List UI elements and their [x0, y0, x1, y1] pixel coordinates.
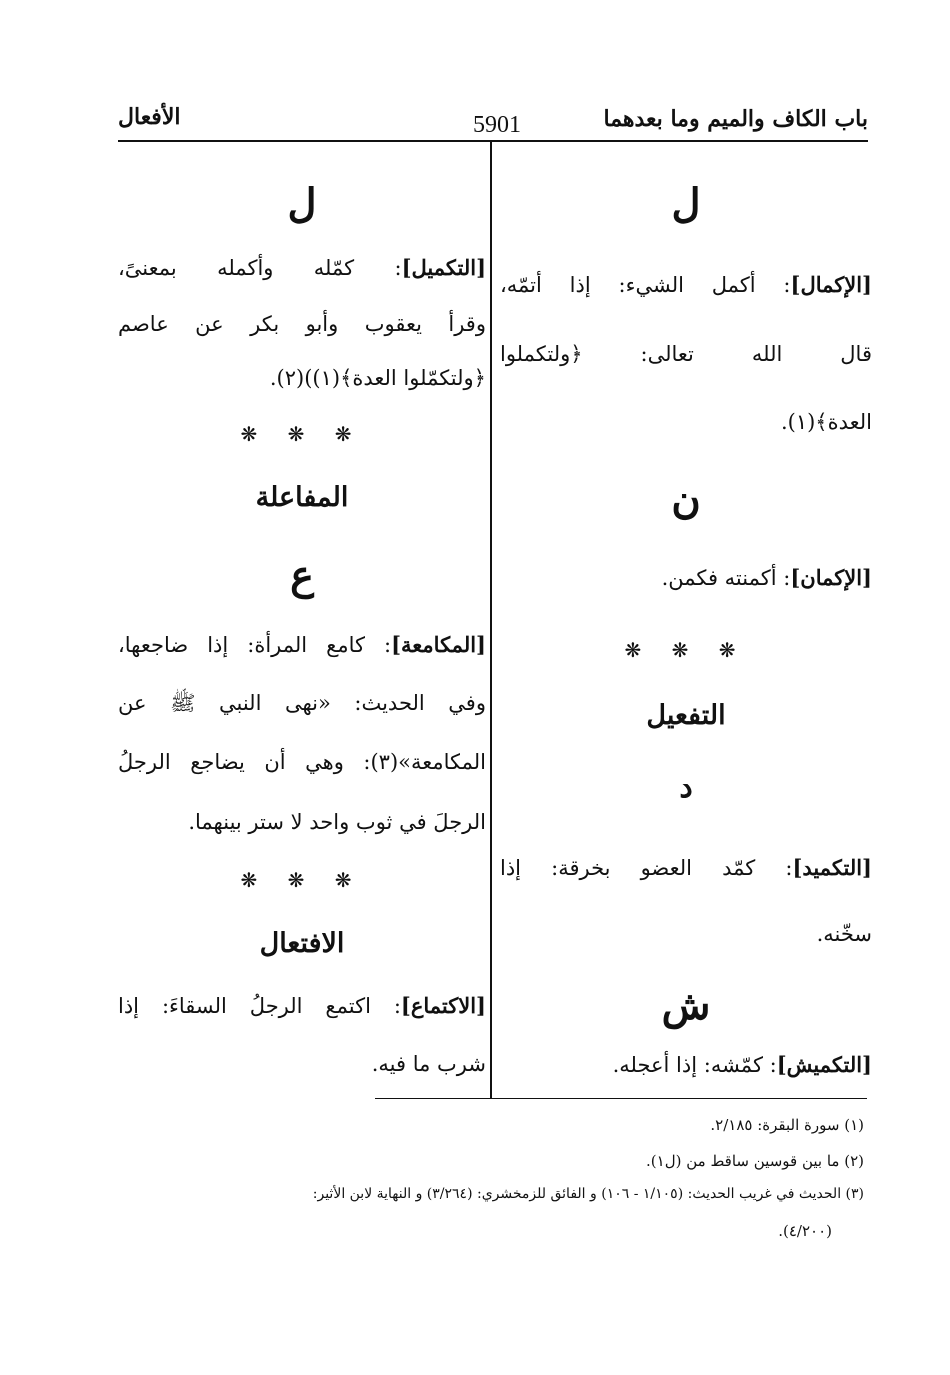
section-heading: التفعيل: [646, 700, 726, 731]
entry-text: : كامع المرأة: إذا ضاجعها،: [118, 633, 392, 657]
entry-keyword: [التكميل]: [401, 255, 486, 280]
column-divider: [490, 140, 492, 1098]
entry-keyword: [التكميد]: [792, 855, 872, 880]
entry-line: وفي الحديث: «نهى النبي ﷺ عن: [118, 691, 486, 715]
footnote-3-cont: (٤/٢٠٠).: [778, 1222, 832, 1240]
entry-keyword: [المكامعة]: [391, 632, 486, 657]
section-heading: الافتعال: [259, 928, 345, 959]
footnote-2: (٢) ما بين قوسين ساقط من (ل١).: [646, 1152, 864, 1170]
entry-line: ﴿ولتكمّلوا العدة﴾(١))(٢).: [269, 366, 486, 390]
entry-line: وقرأ يعقوب وأبو بكر عن عاصم: [118, 312, 486, 336]
entry-text: : اكتمع الرجلُ السقاءَ: إذا: [118, 994, 401, 1018]
entry-line: المكامعة»(٣): وهي أن يضاجع الرجلُ: [118, 750, 486, 774]
chapter-title: باب الكاف والميم وما بعدهما: [603, 106, 868, 132]
entry-keyword: [التكميش]: [776, 1052, 872, 1077]
entry-line: [500, 855, 872, 880]
footnote-1: (١) سورة البقرة: ٢/١٨٥.: [710, 1116, 864, 1134]
entry-line: قال الله تعالى: ﴿ولتكملوا: [500, 342, 872, 366]
entry-keyword: [الاكتماع]: [400, 993, 486, 1018]
footnote-rule: [375, 1098, 867, 1099]
letter-heading: ن: [671, 476, 701, 523]
entry-line: [500, 272, 872, 297]
footnote-3: (٣) الحديث في غريب الحديث: (١/١٠٥ - ١٠٦) و الفائق للزمخشري: (٣/٢٦٤) و النهاية لابن الأثير:: [312, 1186, 864, 1202]
section-separator: ❋ ❋ ❋: [624, 638, 748, 662]
entry-keyword: [الإكمان]: [790, 565, 872, 590]
letter-heading: ل: [671, 180, 701, 227]
entry-line: [118, 993, 486, 1018]
entry-line: العدة﴾(١).: [780, 410, 872, 434]
section-heading: المفاعلة: [255, 482, 349, 513]
letter-heading: د: [679, 770, 693, 805]
letter-heading: ع: [290, 552, 314, 599]
entry-line: [118, 632, 486, 657]
letter-heading: ش: [661, 982, 711, 1029]
letter-heading: ل: [287, 180, 317, 227]
section-separator: ❋ ❋ ❋: [240, 422, 364, 446]
section-separator: ❋ ❋ ❋: [240, 868, 364, 892]
entry-line: [500, 565, 872, 590]
section-title: الأفعال: [118, 104, 181, 130]
entry-text: : أكمنته فكمن.: [661, 566, 791, 590]
entry-line: [500, 1052, 872, 1077]
page-number: 5901: [473, 112, 521, 138]
page-header: [118, 98, 868, 138]
entry-keyword: [الإكمال]: [790, 272, 872, 297]
header-rule: [118, 140, 868, 142]
entry-text: : كمّشه: إذا أعجله.: [612, 1053, 777, 1077]
entry-text: : أكمل الشيء: إذا أتمّه،: [500, 273, 791, 297]
entry-line: شرب ما فيه.: [371, 1052, 486, 1076]
entry-line: سخّنه.: [816, 922, 872, 946]
entry-line: الرجلَ في ثوب واحد لا ستر بينهما.: [188, 810, 486, 834]
entry-text: : كمّد العضو بخرقة: إذا: [500, 856, 793, 880]
entry-line: [118, 255, 486, 280]
entry-text: : كمّله وأكمله بمعنىً،: [118, 256, 402, 280]
